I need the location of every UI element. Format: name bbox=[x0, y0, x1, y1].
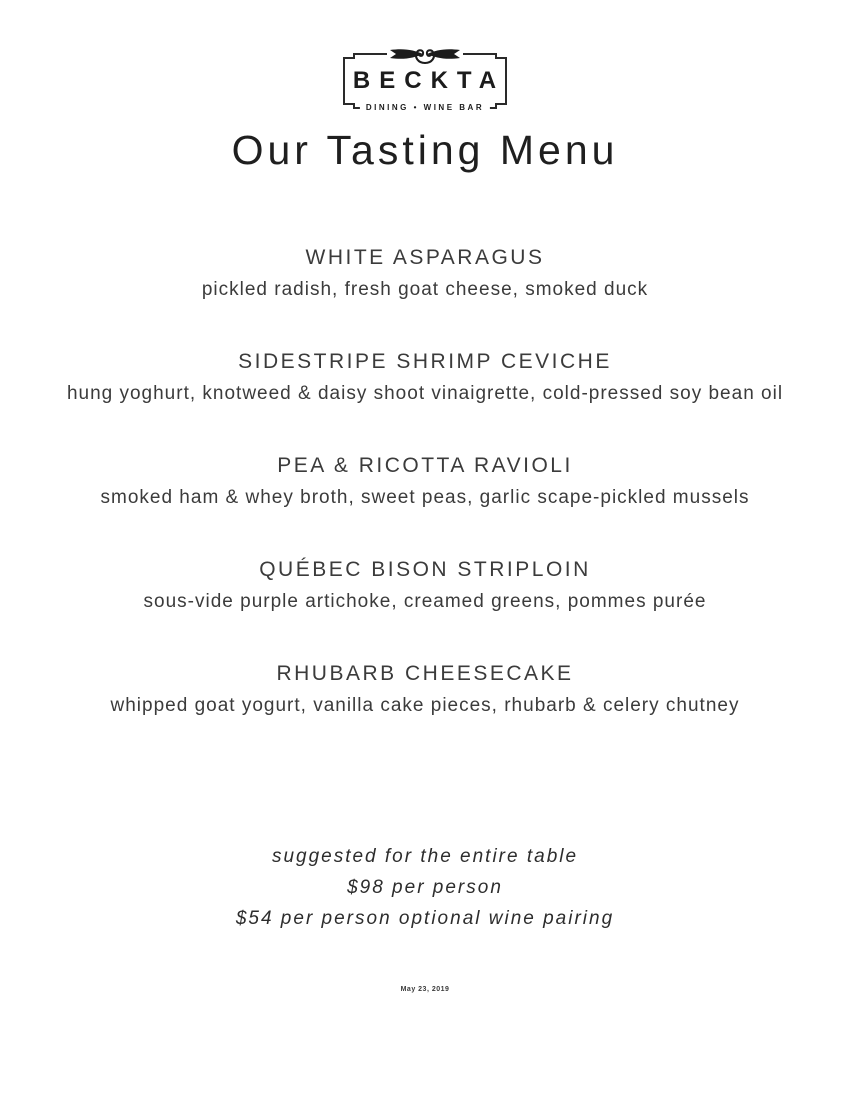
menu-course bbox=[0, 662, 850, 717]
course-name: SIDESTRIPE SHRIMP CEVICHE bbox=[238, 350, 612, 373]
menu-course bbox=[0, 350, 850, 405]
menu-course bbox=[0, 246, 850, 301]
course-description: hung yoghurt, knotweed & daisy shoot vinaigrette, cold-pressed soy bean oil bbox=[66, 383, 784, 404]
course-description: sous-vide purple artichoke, creamed greens, pommes purée bbox=[143, 591, 707, 612]
pricing-footer bbox=[0, 841, 850, 934]
course-description: whipped goat yogurt, vanilla cake pieces, rhubarb & celery chutney bbox=[110, 695, 740, 716]
beckta-logo bbox=[330, 42, 520, 114]
menu-date: May 23, 2019 bbox=[400, 986, 450, 993]
course-description: smoked ham & whey broth, sweet peas, garlic scape-pickled mussels bbox=[100, 487, 750, 508]
price-per-person: $98 per person bbox=[347, 877, 503, 898]
course-name: RHUBARB CHEESECAKE bbox=[276, 662, 574, 685]
course-name: PEA & RICOTTA RAVIOLI bbox=[277, 454, 573, 477]
logo-wordmark: BECKTA bbox=[352, 67, 506, 94]
page-title: Our Tasting Menu bbox=[231, 127, 619, 173]
course-list bbox=[0, 246, 850, 717]
menu-course bbox=[0, 454, 850, 509]
course-name: QUÉBEC BISON STRIPLOIN bbox=[259, 558, 591, 581]
course-description: pickled radish, fresh goat cheese, smoked duck bbox=[201, 279, 649, 300]
wine-pairing-price: $54 per person optional wine pairing bbox=[235, 908, 615, 929]
logo-tagline: DINING • WINE BAR bbox=[360, 100, 490, 115]
serving-suggestion: suggested for the entire table bbox=[271, 846, 579, 867]
course-name: WHITE ASPARAGUS bbox=[305, 246, 545, 269]
menu-course bbox=[0, 558, 850, 613]
